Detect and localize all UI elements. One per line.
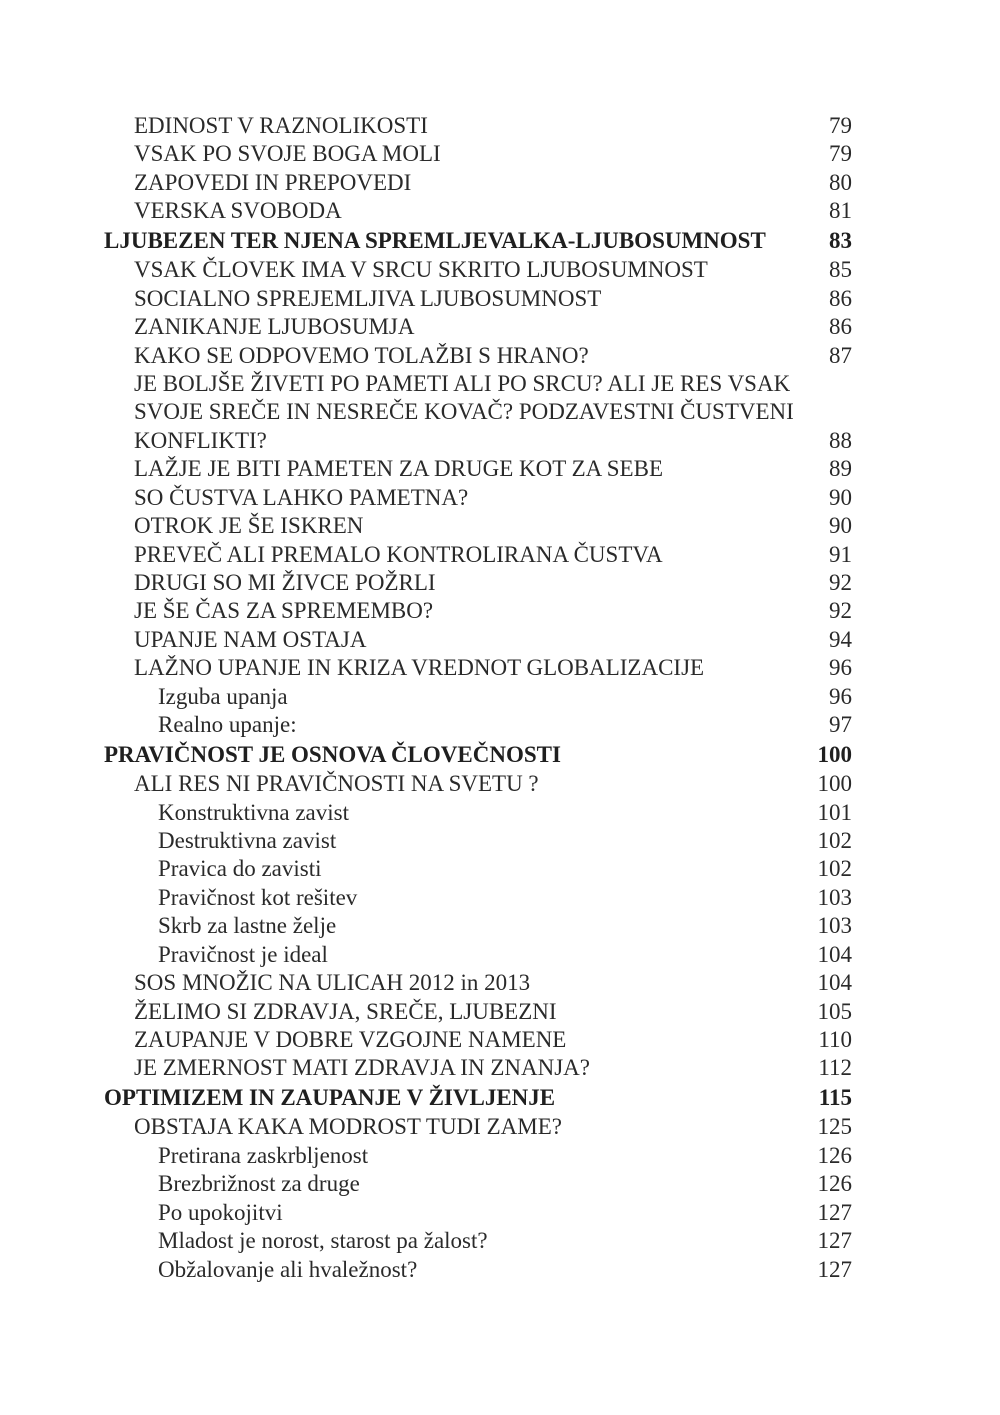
toc-entry-title xyxy=(134,1026,566,1054)
toc-chapter-entry xyxy=(0,140,1000,168)
table-of-contents xyxy=(0,112,1000,1284)
toc-page-number: 90 xyxy=(829,484,852,510)
toc-chapter-entry xyxy=(0,197,1000,225)
toc-entry-title-line: KONFLIKTI? xyxy=(134,427,267,453)
toc-chapter-entry xyxy=(0,285,1000,313)
toc-entry-title-line: Destruktivna zavist xyxy=(158,827,337,853)
toc-entry-title xyxy=(158,1170,360,1198)
toc-entry-title xyxy=(134,770,539,798)
toc-entry-title xyxy=(134,597,433,625)
toc-entry-title-line: VERSKA SVOBODA xyxy=(134,198,342,224)
toc-entry-title-line: VSAK PO SVOJE BOGA MOLI xyxy=(134,141,441,167)
toc-entry-title-line: Realno upanje: xyxy=(158,712,297,738)
toc-subsection-entry xyxy=(0,683,1000,711)
toc-entry-title-line: JE ZMERNOST MATI ZDRAVJA IN ZNANJA? xyxy=(134,1055,590,1081)
toc-page-number: 126 xyxy=(817,1171,852,1197)
toc-entry-title xyxy=(134,370,794,455)
toc-subsection-entry xyxy=(0,1227,1000,1255)
toc-entry-title-line: OBSTAJA KAKA MODROST TUDI ZAME? xyxy=(134,1114,562,1140)
toc-chapter-entry xyxy=(0,569,1000,597)
toc-chapter-entry xyxy=(0,512,1000,540)
toc-entry-title-line: Pravičnost je ideal xyxy=(158,941,328,967)
toc-entry-title xyxy=(134,197,342,225)
toc-entry-title-line: SO ČUSTVA LAHKO PAMETNA? xyxy=(134,484,469,510)
toc-page-number: 92 xyxy=(829,598,852,624)
toc-chapter-entry xyxy=(0,1113,1000,1141)
toc-entry-title xyxy=(158,799,349,827)
toc-page-number: 80 xyxy=(829,169,852,195)
toc-entry-title xyxy=(134,541,663,569)
toc-entry-title xyxy=(104,741,561,769)
toc-page-number: 125 xyxy=(817,1114,852,1140)
toc-section-heading xyxy=(0,1083,1000,1113)
toc-page-number: 94 xyxy=(829,626,852,652)
toc-entry-title xyxy=(134,342,589,370)
toc-entry-title-line: DRUGI SO MI ŽIVCE POŽRLI xyxy=(134,570,436,596)
toc-entry-title-line: ZAPOVEDI IN PREPOVEDI xyxy=(134,169,412,195)
toc-page-number: 115 xyxy=(818,1084,852,1110)
toc-page-number: 104 xyxy=(817,970,852,996)
toc-entry-title xyxy=(134,169,411,197)
toc-chapter-entry xyxy=(0,484,1000,512)
toc-subsection-entry xyxy=(0,827,1000,855)
toc-page-number: 101 xyxy=(817,799,852,825)
toc-entry-title-line: EDINOST V RAZNOLIKOSTI xyxy=(134,113,428,138)
toc-entry-title-line: OTROK JE ŠE ISKREN xyxy=(134,513,364,539)
toc-page-number: 79 xyxy=(829,141,852,167)
toc-subsection-entry xyxy=(0,1199,1000,1227)
toc-entry-title xyxy=(134,512,363,540)
toc-entry-title xyxy=(158,884,357,912)
toc-page-number: 79 xyxy=(829,113,852,138)
toc-page-number: 105 xyxy=(817,998,852,1024)
toc-page-number: 96 xyxy=(829,655,852,681)
toc-entry-title-line: Pravičnost kot rešitev xyxy=(158,884,358,910)
toc-entry-title xyxy=(158,683,288,711)
toc-entry-title xyxy=(134,569,436,597)
toc-chapter-entry xyxy=(0,169,1000,197)
toc-entry-title-line: SVOJE SREČE IN NESREČE KOVAČ? PODZAVESTNI ČUSTVENI xyxy=(134,399,794,425)
toc-entry-title xyxy=(134,998,557,1026)
toc-entry-title-line: SOCIALNO SPREJEMLJIVA LJUBOSUMNOST xyxy=(134,285,602,311)
toc-page-number: 127 xyxy=(817,1228,852,1254)
toc-entry-title-line: ZANIKANJE LJUBOSUMJA xyxy=(134,314,415,340)
toc-entry-title xyxy=(158,941,328,969)
toc-chapter-entry xyxy=(0,256,1000,284)
toc-chapter-entry xyxy=(0,370,1000,455)
toc-subsection-entry xyxy=(0,1170,1000,1198)
toc-entry-title xyxy=(134,285,601,313)
toc-subsection-entry xyxy=(0,1256,1000,1284)
toc-entry-title xyxy=(158,1227,488,1255)
toc-page-number: 91 xyxy=(829,541,852,567)
toc-subsection-entry xyxy=(0,912,1000,940)
toc-entry-title xyxy=(158,711,297,739)
toc-entry-title xyxy=(158,912,336,940)
toc-entry-title-line: SOS MNOŽIC NA ULICAH 2012 in 2013 xyxy=(134,970,531,996)
toc-subsection-entry xyxy=(0,855,1000,883)
toc-entry-title xyxy=(158,1142,368,1170)
toc-subsection-entry xyxy=(0,1142,1000,1170)
toc-chapter-entry xyxy=(0,969,1000,997)
toc-chapter-entry xyxy=(0,455,1000,483)
toc-chapter-entry xyxy=(0,313,1000,341)
toc-entry-title xyxy=(134,313,414,341)
toc-entry-title-line: ZAUPANJE V DOBRE VZGOJNE NAMENE xyxy=(134,1027,567,1053)
toc-entry-title xyxy=(134,626,366,654)
toc-entry-title xyxy=(158,1256,417,1284)
toc-chapter-entry xyxy=(0,1026,1000,1054)
toc-page-number: 103 xyxy=(817,913,852,939)
toc-chapter-entry xyxy=(0,1054,1000,1082)
toc-entry-title-line: PRAVIČNOST JE OSNOVA ČLOVEČNOSTI xyxy=(104,741,561,767)
toc-entry-title xyxy=(134,256,708,284)
toc-entry-title-line: JE BOLJŠE ŽIVETI PO PAMETI ALI PO SRCU? ALI JE RES VSAK xyxy=(134,370,791,396)
toc-page-number: 126 xyxy=(817,1142,852,1168)
toc-page-number: 110 xyxy=(818,1027,852,1053)
toc-section-heading xyxy=(0,740,1000,770)
toc-entry-title-line: Izguba upanja xyxy=(158,683,288,709)
toc-entry-title-line: Po upokojitvi xyxy=(158,1199,283,1225)
toc-entry-title xyxy=(134,1113,562,1141)
toc-chapter-entry xyxy=(0,597,1000,625)
toc-entry-title xyxy=(134,112,428,140)
toc-chapter-entry xyxy=(0,654,1000,682)
toc-page-number: 89 xyxy=(829,456,852,482)
toc-entry-title-line: VSAK ČLOVEK IMA V SRCU SKRITO LJUBOSUMNOST xyxy=(134,257,708,283)
toc-entry-title xyxy=(134,1054,590,1082)
toc-chapter-entry xyxy=(0,998,1000,1026)
toc-page-number: 87 xyxy=(829,342,852,368)
toc-page-number: 100 xyxy=(817,771,852,797)
toc-page-number: 83 xyxy=(829,227,852,253)
toc-entry-title-line: Pretirana zaskrbljenost xyxy=(158,1142,369,1168)
toc-entry-title xyxy=(134,484,468,512)
toc-page-number: 96 xyxy=(829,683,852,709)
toc-page-number: 100 xyxy=(817,741,852,767)
toc-entry-title-line: Mladost je norost, starost pa žalost? xyxy=(158,1228,488,1254)
toc-page-number: 81 xyxy=(829,198,852,224)
toc-page-number: 127 xyxy=(817,1199,852,1225)
toc-entry-title-line: LAŽNO UPANJE IN KRIZA VREDNOT GLOBALIZACIJE xyxy=(134,655,705,681)
toc-entry-title xyxy=(158,1199,283,1227)
toc-entry-title xyxy=(134,654,704,682)
toc-section-heading xyxy=(0,226,1000,256)
toc-page-number: 86 xyxy=(829,285,852,311)
toc-page-number: 102 xyxy=(817,827,852,853)
toc-subsection-entry xyxy=(0,711,1000,739)
toc-page-number: 103 xyxy=(817,884,852,910)
toc-entry-title-line: KAKO SE ODPOVEMO TOLAŽBI S HRANO? xyxy=(134,342,589,368)
toc-subsection-entry xyxy=(0,941,1000,969)
toc-page-number: 92 xyxy=(829,570,852,596)
toc-entry-title-line: JE ŠE ČAS ZA SPREMEMBO? xyxy=(134,598,434,624)
toc-page-number: 104 xyxy=(817,941,852,967)
toc-chapter-entry xyxy=(0,541,1000,569)
toc-entry-title-line: PREVEČ ALI PREMALO KONTROLIRANA ČUSTVA xyxy=(134,541,663,567)
toc-entry-title xyxy=(104,1084,555,1112)
toc-entry-title-line: ALI RES NI PRAVIČNOSTI NA SVETU ? xyxy=(134,771,539,797)
toc-entry-title xyxy=(158,827,336,855)
toc-entry-title-line: Brezbrižnost za druge xyxy=(158,1171,360,1197)
toc-subsection-entry xyxy=(0,799,1000,827)
toc-chapter-entry xyxy=(0,770,1000,798)
toc-page-number: 86 xyxy=(829,314,852,340)
toc-entry-title xyxy=(134,969,530,997)
toc-page-number: 112 xyxy=(818,1055,852,1081)
toc-entry-title-line: Skrb za lastne želje xyxy=(158,913,337,939)
toc-page-number: 88 xyxy=(829,427,852,453)
toc-page-number: 102 xyxy=(817,856,852,882)
toc-entry-title xyxy=(104,227,766,255)
toc-entry-title-line: Pravica do zavisti xyxy=(158,856,322,882)
toc-chapter-entry xyxy=(0,112,1000,140)
toc-entry-title-line: UPANJE NAM OSTAJA xyxy=(134,626,367,652)
toc-page-number: 90 xyxy=(829,513,852,539)
toc-entry-title-line: Obžalovanje ali hvaležnost? xyxy=(158,1256,418,1282)
toc-subsection-entry xyxy=(0,884,1000,912)
toc-entry-title-line: Konstruktivna zavist xyxy=(158,799,349,825)
toc-page-number: 127 xyxy=(817,1256,852,1282)
toc-entry-title-line: OPTIMIZEM IN ZAUPANJE V ŽIVLJENJE xyxy=(104,1084,556,1110)
toc-entry-title xyxy=(134,140,441,168)
toc-entry-title-line: ŽELIMO SI ZDRAVJA, SREČE, LJUBEZNI xyxy=(134,998,557,1024)
toc-entry-title xyxy=(134,455,663,483)
toc-entry-title-line: LAŽJE JE BITI PAMETEN ZA DRUGE KOT ZA SEBE xyxy=(134,456,663,482)
toc-entry-title xyxy=(158,855,322,883)
toc-chapter-entry xyxy=(0,626,1000,654)
toc-chapter-entry xyxy=(0,342,1000,370)
toc-page-number: 97 xyxy=(829,712,852,738)
toc-page-number: 85 xyxy=(829,257,852,283)
toc-entry-title-line: LJUBEZEN TER NJENA SPREMLJEVALKA-LJUBOSUMNOST xyxy=(104,227,766,253)
